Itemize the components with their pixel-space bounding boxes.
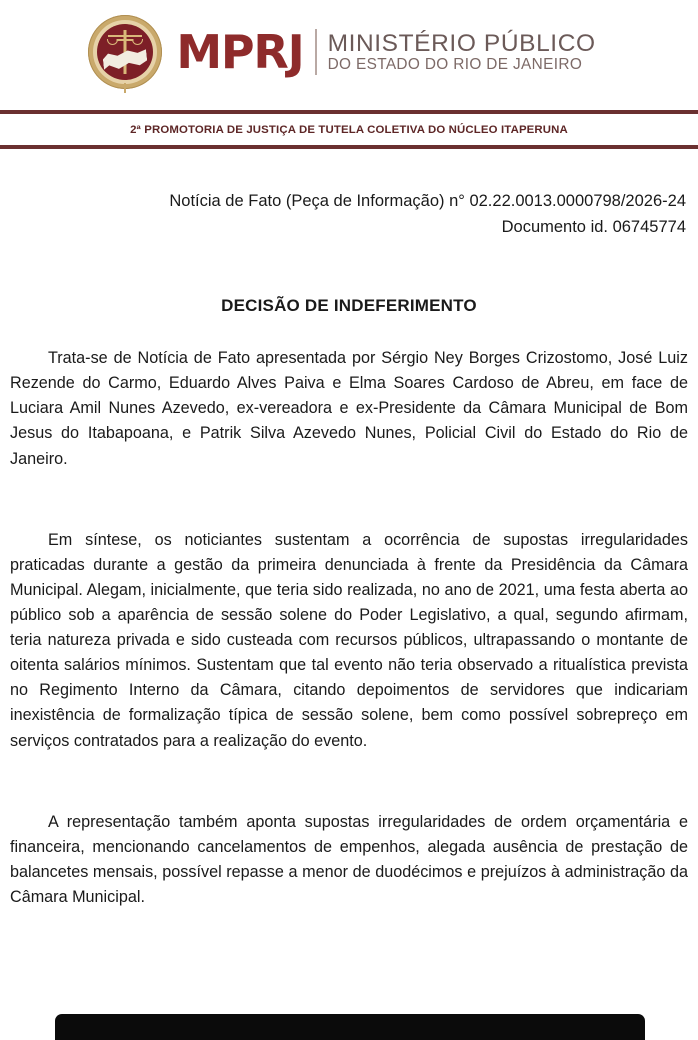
promotoria-title: 2ª PROMOTORIA DE JUSTIÇA DE TUTELA COLETIVA DO NÚCLEO ITAPERUNA bbox=[130, 124, 568, 136]
body-paragraph-3: A representação também aponta supostas irregularidades de ordem orçamentária e financeira, mencionando cancelamentos de empenhos, alegada ausência de prestação de balancetes mensais, possível repasse a menor de duodécimos e prejuízos à administração da Câmara Municipal. bbox=[10, 812, 688, 906]
body-paragraph-1: Trata-se de Notícia de Fato apresentada por Sérgio Ney Borges Crizostomo, José Luiz Rezende do Carmo, Eduardo Alves Paiva e Elma Soares Cardoso de Abreu, em face de Luciara Amil Nunes Azevedo, ex-vereadora e ex-Presidente da Câmara Municipal de Bom Jesus do Itabapoana, e Patrik Silva Azevedo Nunes, Policial Civil do Estado do Rio de Janeiro. bbox=[10, 349, 688, 468]
mprj-coat-of-arms-icon bbox=[88, 15, 162, 89]
band-rule-bottom bbox=[0, 145, 698, 149]
institution-name-line2: DO ESTADO DO RIO DE JANEIRO bbox=[327, 55, 583, 73]
page-footer-bar bbox=[55, 1014, 645, 1040]
wordmark-divider bbox=[315, 29, 317, 75]
document-id-line: Documento id. 06745774 bbox=[501, 217, 686, 236]
case-number-line: Notícia de Fato (Peça de Informação) n° 02.22.0013.0000798/2026-24 bbox=[169, 192, 686, 210]
institution-name-line1: MINISTÉRIO PÚBLICO bbox=[327, 30, 596, 58]
body-paragraph-2: Em síntese, os noticiantes sustentam a ocorrência de supostas irregularidades praticadas durante a gestão da primeira denunciada à frente da Presidência da Câmara Municipal. Alegam, inicialmente, que teria sido realizada, no ano de 2021, uma festa aberta ao público sob a aparência de sessão solene do Poder Legislativo, a qual, segundo afirmam, teria natureza privada e sido custeada com recursos públicos, ultrapassando o montante de oitenta salários mínimos. Sustentam que tal evento não teria observado a ritualística prevista no Regimento Interno da Câmara, citando depoimentos de servidores que indicariam inexistência de formalização típica de sessão solene, bem como possível sobrepreço em serviços contratados para a realização do evento. bbox=[10, 530, 688, 750]
decision-title: DECISÃO DE INDEFERIMENTO bbox=[221, 296, 477, 316]
document-content bbox=[0, 189, 698, 910]
promotoria-band bbox=[0, 110, 698, 149]
mprj-wordmark: MPRJ bbox=[176, 25, 304, 79]
letterhead-logo bbox=[0, 0, 698, 104]
document-reference-block bbox=[10, 189, 688, 240]
